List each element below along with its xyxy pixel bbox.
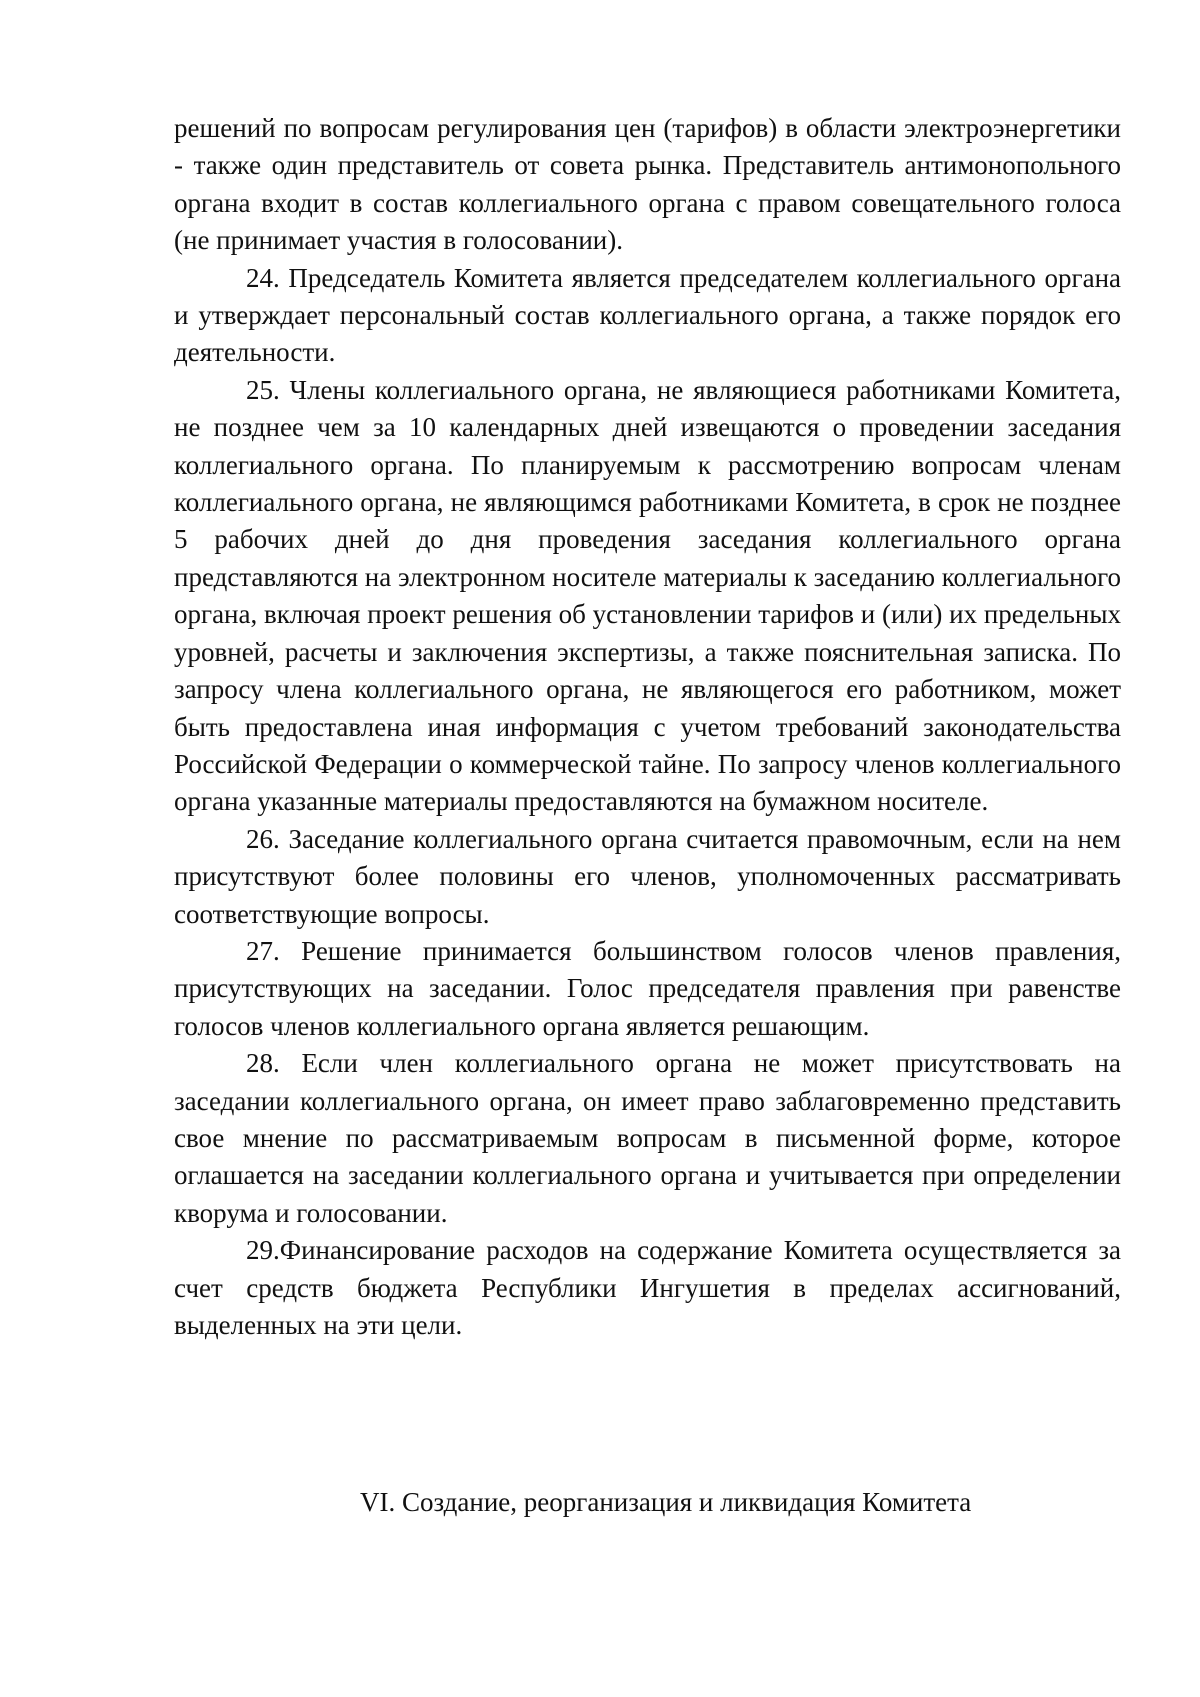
- paragraph-29: 29.Финансирование расходов на содержание Комитета осуществляется за счет средств бюджета Республики Ингушетия в пределах ассигнований, выделенных на эти цели.: [174, 1235, 1121, 1340]
- paragraph-24: 24. Председатель Комитета является председателем коллегиального органа и утверждает персональный состав коллегиального органа, а также порядок его деятельности.: [174, 262, 1121, 368]
- section-heading: VI. Создание, реорганизация и ликвидация Комитета: [360, 1487, 972, 1517]
- document-body: [174, 110, 1121, 1344]
- paragraph-27: 27. Решение принимается большинством голосов членов правления, присутствующих на заседании. Голос председателя правления при равенстве голосов членов коллегиального органа является решающим.: [174, 935, 1121, 1041]
- paragraph-23-continuation: решений по вопросам регулирования цен (тарифов) в области электроэнергетики - также один представитель от совета рынка. Представитель антимонопольного органа входит в состав коллегиального органа с правом совещательного голоса (не принимает участия в голосовании).: [174, 113, 1121, 256]
- paragraph-28: 28. Если член коллегиального органа не может присутствовать на заседании коллегиального органа, он имеет право заблаговременно представить свое мнение по рассматриваемым вопросам в письменной форме, которое оглашается на заседании коллегиального органа и учитывается при определении кворума и голосовании.: [174, 1048, 1121, 1228]
- paragraph-25: 25. Члены коллегиального органа, не являющиеся работниками Комитета, не позднее чем за 10 календарных дней извещаются о проведении заседания коллегиального органа. По планируемым к рассмотрению вопросам членам коллегиального органа, не являющимся работниками Комитета, в срок не позднее 5 рабочих дней до дня проведения заседания коллегиального органа представляются на электронном носителе материалы к заседанию коллегиального органа, включая проект решения об установлении тарифов и (или) их предельных уровней, расчеты и заключения экспертизы, а также пояснительная записка. По запросу члена коллегиального органа, не являющегося его работником, может быть предоставлена иная информация с учетом требований законодательства Российской Федерации о коммерческой тайне. По запросу членов коллегиального органа указанные материалы предоставляются на бумажном носителе.: [174, 374, 1121, 817]
- paragraph-26: 26. Заседание коллегиального органа считается правомочным, если на нем присутствуют более половины его членов, уполномоченных рассматривать соответствующие вопросы.: [174, 823, 1121, 929]
